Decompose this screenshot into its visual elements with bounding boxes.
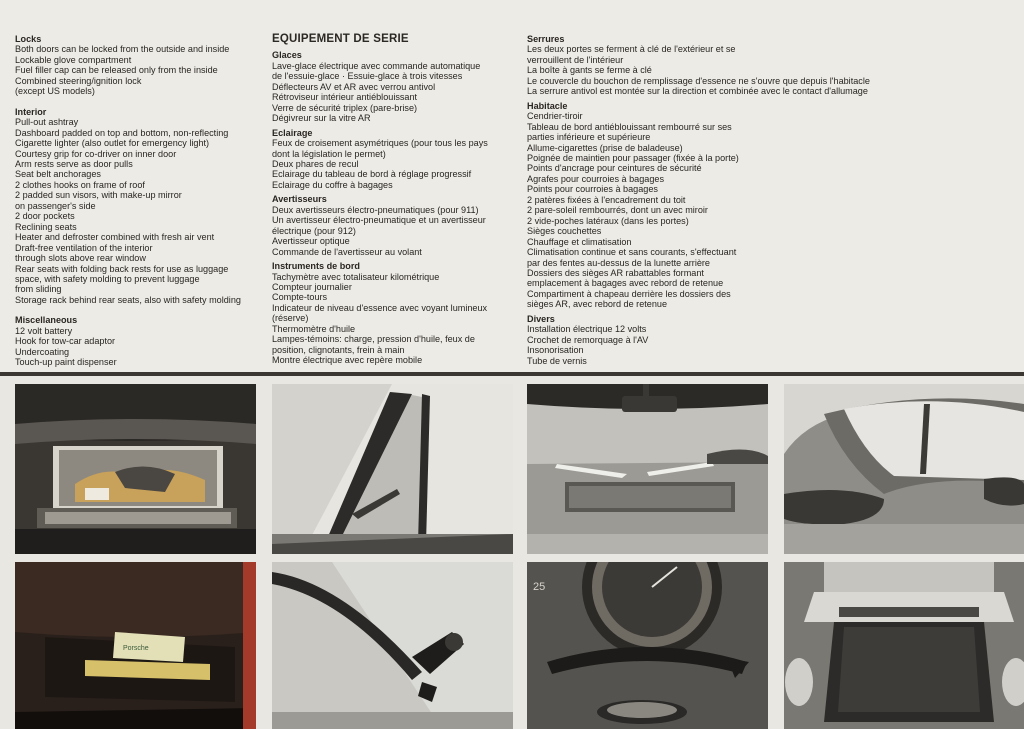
section-serrures — [527, 34, 927, 97]
section-heading: Instruments de bord — [272, 261, 360, 272]
list-item: 2 door pockets — [15, 211, 75, 222]
section-heading: Serrures — [527, 34, 565, 44]
list-item: Commande de l'avertisseur au volant — [272, 246, 422, 257]
page-title: EQUIPEMENT DE SERIE — [272, 33, 409, 45]
list-item: Points d'ancrage pour ceintures de sécurité — [527, 163, 702, 174]
list-item: Sièges couchettes — [527, 226, 602, 237]
section-heading: Divers — [527, 313, 555, 324]
photo-grid — [0, 376, 1024, 729]
section-habitacle — [527, 101, 927, 310]
photo-instrument-gauge — [527, 562, 768, 729]
list-item: Courtesy grip for co-driver on inner door — [15, 148, 177, 159]
section-instruments-de-bord — [272, 261, 522, 366]
list-item: Points pour courroies à bagages — [527, 184, 658, 195]
section-miscellaneous — [15, 315, 265, 367]
list-item: Tachymètre avec totalisateur kilométrique — [272, 271, 440, 282]
list-item: Arm rests serve as door pulls — [15, 158, 133, 169]
list-item: Rétroviseur intérieur antiéblouissant — [272, 92, 418, 103]
photo-rear-quarter — [784, 384, 1024, 554]
french-equipment-column-2 — [527, 34, 927, 370]
list-item: Déflecteurs AV et AR avec verrou antivol — [272, 81, 436, 92]
list-item: Eclairage du coffre à bagages — [272, 179, 393, 190]
list-item: 2 padded sun visors, with make-up mirror on passenger's side — [15, 190, 182, 211]
list-item: Dashboard padded on top and bottom, non-reflecting — [15, 127, 229, 138]
list-item: Montre électrique avec repère mobile — [272, 355, 423, 366]
list-item: Avertisseur optique — [272, 236, 350, 247]
section-divers — [527, 314, 927, 366]
list-item: Indicateur de niveau d'essence avec voyant lumineux (réserve) — [272, 302, 488, 324]
list-item: Poignée de maintien pour passager (fixée à la porte) — [527, 152, 739, 163]
booklet-label: Porsche — [123, 645, 149, 652]
section-avertisseurs — [272, 194, 522, 257]
list-item: Insonorisation — [527, 345, 584, 356]
photo-vent-latch — [272, 562, 513, 729]
section-glaces — [272, 50, 522, 123]
list-item: Undercoating — [15, 346, 70, 357]
list-item: Hook for tow-car adaptor — [15, 336, 116, 347]
list-item: Dossiers des sièges AR rabattables formant emplacement à bagages avec rebord de retenue — [527, 267, 724, 289]
list-item: (except US models) — [15, 86, 95, 97]
list-item: Cendrier-tiroir — [527, 111, 583, 122]
list-item: Cigarette lighter (also outlet for emergency light) — [15, 138, 210, 149]
gauge-number: 25 — [533, 581, 546, 593]
list-item: Compartiment à chapeau derrière les dossiers des sièges AR, avec rebord de retenue — [527, 288, 731, 310]
section-heading: Avertisseurs — [272, 194, 327, 205]
section-heading: Eclairage — [272, 127, 313, 138]
list-item: Eclairage du tableau de bord à réglage progressif — [272, 169, 472, 180]
section-heading: Miscellaneous — [15, 315, 78, 326]
list-item: Compte-tours — [272, 292, 328, 303]
list-item: 2 clothes hooks on frame of roof — [15, 179, 145, 190]
list-item: Lockable glove compartment — [15, 54, 132, 65]
list-item: Allume-cigarettes (prise de baladeuse) — [527, 142, 683, 153]
list-item: Fuel filler cap can be released only from the inside — [15, 65, 218, 76]
section-locks — [15, 34, 265, 97]
photo-front-trunk — [784, 562, 1024, 729]
list-item: Thermomètre d'huile — [272, 323, 356, 334]
list-item: Heater and defroster combined with fresh air vent — [15, 232, 215, 243]
photo-door-pocket — [15, 562, 256, 729]
list-item: Deux phares de recul — [272, 158, 359, 169]
list-item: Reclining seats — [15, 221, 77, 232]
english-equipment-column — [15, 34, 265, 378]
list-item: Touch-up paint dispenser — [15, 357, 117, 368]
photo-vent-window — [272, 384, 513, 554]
section-heading: Interior — [15, 106, 47, 117]
list-item: Dégivreur sur la vitre AR — [272, 113, 371, 124]
list-item: 2 vide-poches latéraux (dans les portes) — [527, 215, 689, 226]
section-eclairage — [272, 128, 522, 191]
list-item: Chauffage et climatisation — [527, 236, 632, 247]
photo-rear-defroster — [527, 384, 768, 554]
list-item: Lave-glace électrique avec commande automatique de l'essuie-glace · Essuie-glace à trois vitesses — [272, 60, 481, 82]
list-item: Combined steering/ignition lock — [15, 75, 142, 86]
section-interior — [15, 107, 265, 306]
list-item: Installation électrique 12 volts — [527, 324, 647, 335]
section-heading: Glaces — [272, 50, 302, 61]
list-item: Le couvercle du bouchon de remplissage d'essence ne s'ouvre que depuis l'habitacle — [527, 75, 870, 86]
list-item: 12 volt battery — [15, 325, 73, 336]
list-item: 2 patères fixées à l'encadrement du toit — [527, 194, 686, 205]
list-item: Climatisation continue et sans courants, s'effectuant par des fentes au-dessus de la lunette arrière — [527, 247, 737, 268]
list-item: Storage rack behind rear seats, also with safety molding — [15, 294, 241, 305]
list-item: Rear seats with folding back rests for use as luggage space, with safety molding to prevent luggage from sliding — [15, 263, 229, 295]
list-item: Feux de croisement asymétriques (pour tous les pays dont la législation le permet) — [272, 138, 488, 159]
list-item: Compteur journalier — [272, 281, 352, 292]
list-item: Seat belt anchorages — [15, 169, 101, 180]
list-item: La serrure antivol est montée sur la direction et combinée avec le contact d'allumage — [527, 86, 868, 97]
section-heading: Habitacle — [527, 100, 568, 111]
list-item: 2 pare-soleil rembourrés, dont un avec miroir — [527, 205, 708, 216]
list-item: Draft-free ventilation of the interior through slots above rear window — [15, 242, 153, 264]
list-item: Tube de vernis — [527, 355, 587, 366]
list-item: Verre de sécurité triplex (pare-brise) — [272, 102, 418, 113]
photo-glove-compartment — [15, 384, 256, 554]
list-item: Deux avertisseurs électro-pneumatiques (pour 911) — [272, 204, 479, 215]
section-heading: Locks — [15, 34, 42, 44]
list-item: Un avertisseur électro-pneumatique et un avertisseur électrique (pour 912) — [272, 215, 486, 236]
list-item: Les deux portes se ferment à clé de l'extérieur et se verrouillent de l'intérieur — [527, 44, 736, 65]
list-item: La boîte à gants se ferme à clé — [527, 65, 652, 76]
list-item: Both doors can be locked from the outside and inside — [15, 44, 230, 55]
french-equipment-column-1 — [272, 34, 522, 370]
list-item: Tableau de bord antiéblouissant rembourré sur ses parties inférieure et supérieure — [527, 121, 732, 143]
list-item: Lampes-témoins: charge, pression d'huile, feux de position, clignotants, frein à main — [272, 334, 475, 355]
list-item: Agrafes pour courroies à bagages — [527, 173, 664, 184]
list-item: Crochet de remorquage à l'AV — [527, 334, 649, 345]
list-item: Pull-out ashtray — [15, 117, 79, 128]
